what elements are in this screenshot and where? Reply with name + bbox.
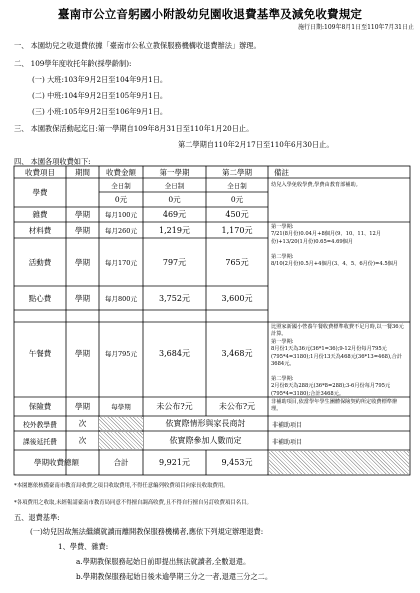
effective-date: 施行日期:109年8月1日至110年7月31日止 <box>297 24 414 31</box>
page-title: 臺南市公立音躬國小附設幼兒園收退費基準及減免收費規定 <box>57 7 363 21</box>
extended-text: 依實際參加人數而定 <box>169 436 242 445</box>
tuition-fullday-c: 全日制 <box>227 181 247 190</box>
header-period: 期間 <box>75 167 90 177</box>
outing-text: 依實際情形與家長商討 <box>165 419 246 428</box>
header-sem2: 第二學期 <box>222 167 252 177</box>
misc-sem2: 450元 <box>225 210 249 219</box>
class-middle: (二) 中班:104年9月2日至105年9月1日。 <box>32 91 168 100</box>
lunch-sem2: 3,468元 <box>221 349 253 358</box>
section-3: 三、 本園教保活動起迄日:第一學期自109年8月31日至110年1月20日止。 <box>14 124 254 133</box>
section-2: 二、 109學年度收托年齡(採學齡制): <box>14 59 132 68</box>
tuition-fullday-b: 全日制 <box>164 181 185 190</box>
snack-sem2: 3,600元 <box>221 293 253 303</box>
material-amount: 每月260元 <box>105 226 137 235</box>
footnote-1: *本園應依核備臺南市教育局收費之項目收取費用,不得任意編列收費項目向家長收取費用。 <box>14 483 229 489</box>
tuition-sem1: 0元 <box>168 195 181 204</box>
material-label: 材料費 <box>28 225 52 235</box>
material-sem2: 1,170元 <box>221 225 253 235</box>
tuition-amount: 0元 <box>114 195 128 204</box>
refund-1-1: 1、學費、雜費: <box>58 542 109 551</box>
lunch-period: 學期 <box>75 349 90 358</box>
activity-amount: 每月170元 <box>105 258 137 267</box>
insurance-amount: 每學期 <box>111 403 131 411</box>
header-sem1: 第一學期 <box>159 167 190 177</box>
total-sem1: 9,921元 <box>159 458 190 467</box>
insurance-note: 非補助項目,依當學年學生團體保險契約所定收費標準辦理。 <box>271 399 398 413</box>
tuition-sem2: 0元 <box>230 195 244 204</box>
section-5: 五、退費基準: <box>14 513 60 522</box>
hatch-bus <box>99 417 143 430</box>
extended-note: 非補助項目 <box>272 439 303 446</box>
footnote-2: *各項費用之收取,未經報請臺南市教育局同意不得擅自調高收費,且不得自行擅自另訂收費項目名目。 <box>14 500 252 506</box>
refund-1: (一)幼兒因故無法繼續就讀而離開教保服務機構者,應依下列規定辦理退費: <box>30 527 264 536</box>
section-3-second: 第二學期自110年2月17日至110年6月30日止。 <box>178 140 334 149</box>
outing-period: 次 <box>78 419 87 428</box>
insurance-label: 保險費 <box>28 402 52 411</box>
extended-period: 次 <box>78 436 87 445</box>
hatch-total-note <box>269 451 409 474</box>
header-item: 收費項目 <box>25 167 55 177</box>
activity-label: 活動費 <box>28 257 52 267</box>
misc-sem1: 469元 <box>162 210 187 219</box>
total-sem2: 9,453元 <box>221 458 253 467</box>
misc-period: 學期 <box>75 210 90 219</box>
outing-label: 校外教學費 <box>23 420 57 429</box>
insurance-sem1: 未公布?元 <box>156 402 193 411</box>
lunch-amount: 每月795元 <box>105 350 137 358</box>
misc-note: 第一學期: 7/21(8月份)0.04月+8個月(9、10、11、12月份)+13/20(1月份)0.65=4.69個月 第二學期: 8/10(2月份)0.5月+4個月(3、4、5、6月份)=4.5個月 <box>271 224 398 268</box>
header-amount: 收費金額 <box>106 167 136 177</box>
snack-sem1: 3,752元 <box>159 293 190 303</box>
lunch-label: 午餐費 <box>28 349 52 358</box>
refund-1-b: b.學期教保服務起始日後未逾學期三分之一者,退還三分之二。 <box>76 572 273 581</box>
total-amount-label: 合計 <box>113 458 129 467</box>
snack-label: 點心費 <box>28 293 52 303</box>
section-1: 一、 本園幼兒之收退費依據「臺南市公私立教保服務機構收退費辦法」辦理。 <box>14 41 261 50</box>
lunch-note: 比照家新國小營養午餐收費標準收費不足月時,以一餐36元計算。 第一學期: 8月份1天為36元(36*1=36);9-12月份每月795元(795*4=3180);1月份13天為468元(36*13=468),合計3684元。 第二學期: 2月份8天為288元(36*8=288);3-6月份每月795元(795*4=3180);合計3468元。 <box>271 324 404 397</box>
insurance-period: 學期 <box>75 402 90 411</box>
header-note: 備註 <box>274 167 289 177</box>
hatch-extended <box>99 432 143 449</box>
section-4: 四、 本園各項收費如下: <box>14 157 91 166</box>
lunch-sem1: 3,684元 <box>159 349 190 358</box>
refund-1-a: a.學期教保服務起始日前即提出無法就讀者,全數退還。 <box>76 557 251 566</box>
class-small: (三) 小班:105年9月2日至106年9月1日。 <box>32 107 168 116</box>
tuition-note: 幼兒入學免收學費,學費由教育部補助。 <box>271 182 361 188</box>
activity-sem2: 765元 <box>225 257 249 267</box>
class-large: (一) 大班:103年9月2日至104年9月1日。 <box>32 75 168 84</box>
extended-label: 課後延托費 <box>23 437 57 446</box>
outing-note: 非補助項目 <box>272 422 303 429</box>
total-label: 學期收費總額 <box>34 458 79 467</box>
snack-amount: 每月800元 <box>105 294 137 303</box>
tuition-label: 學費 <box>32 188 48 197</box>
activity-sem1: 797元 <box>162 257 187 267</box>
insurance-sem2: 未公布?元 <box>218 402 256 411</box>
material-period: 學期 <box>75 225 90 235</box>
activity-period: 學期 <box>75 257 90 267</box>
misc-amount: 每月100元 <box>105 211 137 219</box>
material-sem1: 1,219元 <box>159 225 190 235</box>
snack-period: 學期 <box>75 293 90 303</box>
tuition-fullday-a: 全日制 <box>111 181 131 190</box>
misc-label: 雜費 <box>32 210 48 219</box>
